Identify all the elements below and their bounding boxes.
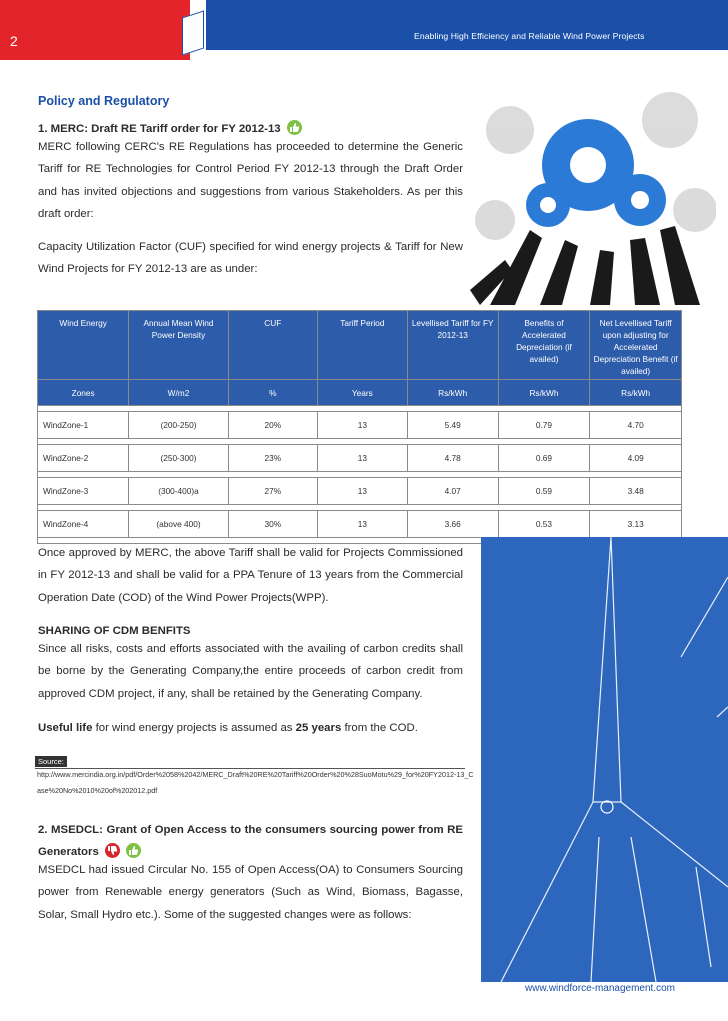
merc-paragraph-2: Capacity Utilization Factor (CUF) specified for wind energy projects & Tariff for New Wind Projects for FY 2012-13 are as under: <box>38 241 463 276</box>
col-header: Net Levellised Tariff upon adjusting for Accelerated Depreciation Benefit (if availed) <box>590 311 682 380</box>
table-cell: 4.78 <box>407 445 498 472</box>
table-cell: WindZone-2 <box>38 445 129 472</box>
table-cell: 0.53 <box>498 511 590 538</box>
source-link[interactable]: http://www.mercindia.org.in/pdf/Order%2058%2042/MERC_Draft%20RE%20Tariff%20Order%20%28SuoMotu%29_for%20FY2012-13_Case%20No%2010%20of%202012.pdf <box>37 770 474 795</box>
table-cell: 13 <box>317 478 407 505</box>
table-cell: 3.66 <box>407 511 498 538</box>
section-title: Policy and Regulatory <box>38 94 170 108</box>
table-row <box>38 511 682 538</box>
useful-life-end: from the COD. <box>341 722 418 734</box>
unit-cell: Rs/kWh <box>407 380 498 406</box>
thumbs-up-icon <box>126 843 141 858</box>
table-cell: 4.07 <box>407 478 498 505</box>
table-row <box>38 412 682 439</box>
table-cell: 13 <box>317 445 407 472</box>
table-cell: (above 400) <box>129 511 228 538</box>
table-cell: (300-400)a <box>129 478 228 505</box>
useful-life-mid: for wind energy projects is assumed as <box>92 722 296 734</box>
msedcl-heading <box>38 819 463 864</box>
footer-website-link[interactable]: www.windforce-management.com <box>524 983 675 994</box>
table-cell: 30% <box>228 511 317 538</box>
useful-life-label: Useful life <box>38 722 93 734</box>
table-cell: WindZone-1 <box>38 412 129 439</box>
unit-cell: Rs/kWh <box>590 380 682 406</box>
table-cell: 20% <box>228 412 317 439</box>
col-header: Annual Mean Wind Power Density <box>129 311 228 380</box>
unit-cell: Rs/kWh <box>498 380 590 406</box>
table-header-row <box>38 311 682 380</box>
table-row <box>38 445 682 472</box>
unit-cell: W/m2 <box>129 380 228 406</box>
col-header: Wind Energy <box>38 311 129 380</box>
table-cell: 4.09 <box>590 445 682 472</box>
table-row <box>38 478 682 505</box>
merc-paragraph-1: MERC following CERC's RE Regulations has proceeded to determine the Generic Tariff for RE Technologies for Control Period FY 2012-13 through the Draft Order and has invited objections and suggestions from various Stakeholders. As per this draft order: <box>38 141 463 221</box>
table-cell: 5.49 <box>407 412 498 439</box>
header-notch <box>182 10 204 55</box>
cdm-heading: SHARING OF CDM BENFITS <box>38 625 191 637</box>
unit-cell: Zones <box>38 380 129 406</box>
table-cell: WindZone-3 <box>38 478 129 505</box>
useful-life-line <box>38 717 463 739</box>
table-cell: 4.70 <box>590 412 682 439</box>
source-label: Source: <box>35 756 67 767</box>
approval-paragraph: Once approved by MERC, the above Tariff shall be valid for Projects Commissioned in FY 2012-13 and shall be valid for a PPA Tenure of 13 years from the Commercial Operation Date (COD) of the Wind Power Projects(WPP). <box>38 547 463 604</box>
header-blue-band <box>206 0 728 50</box>
table-cell: 23% <box>228 445 317 472</box>
table-cell: 3.48 <box>590 478 682 505</box>
unit-cell: Years <box>317 380 407 406</box>
cdm-paragraph: Since all risks, costs and efforts associated with the availing of carbon credits shall be borne by the Generating Company,the entire proceeds of carbon credit from approved CDM project, if any, shall be retained by the Generating Company. <box>38 643 463 700</box>
unit-cell: % <box>228 380 317 406</box>
table-cell: WindZone-4 <box>38 511 129 538</box>
table-cell: 13 <box>317 511 407 538</box>
table-cell: 0.69 <box>498 445 590 472</box>
col-header: Levellised Tariff for FY 2012-13 <box>407 311 498 380</box>
table-cell: 13 <box>317 412 407 439</box>
gears-teamwork-illustration <box>470 90 716 305</box>
msedcl-paragraph: MSEDCL had issued Circular No. 155 of Open Access(OA) to Consumers Sourcing power from Renewable energy generators (Such as Wind, Biomass, Bagasse, Solar, Small Hydro etc.). Some of the suggested changes were as follows: <box>38 864 463 921</box>
col-header: Benefits of Accelerated Depreciation (if availed) <box>498 311 590 380</box>
thumbs-down-icon <box>105 843 120 858</box>
table-cell: 0.79 <box>498 412 590 439</box>
useful-life-years: 25 years <box>295 722 342 734</box>
page-number: 2 <box>10 33 18 49</box>
table-cell: (250-300) <box>129 445 228 472</box>
header-tagline: Enabling High Efficiency and Reliable Wind Power Projects <box>414 31 645 41</box>
table-cell: 0.59 <box>498 478 590 505</box>
msedcl-heading-text: 2. MSEDCL: Grant of Open Access to the consumers sourcing power from RE Generators <box>38 824 463 859</box>
table-cell: 27% <box>228 478 317 505</box>
col-header: CUF <box>228 311 317 380</box>
tariff-table <box>37 310 682 544</box>
table-cell: (200-250) <box>129 412 228 439</box>
table-units-row <box>38 380 682 406</box>
header-red-band <box>0 0 190 60</box>
merc-heading-text: 1. MERC: Draft RE Tariff order for FY 2012-13 <box>38 123 281 135</box>
table-cell: 3.13 <box>590 511 682 538</box>
col-header: Tariff Period <box>317 311 407 380</box>
thumbs-up-icon <box>287 120 302 135</box>
wind-turbine-illustration <box>481 537 728 982</box>
wind-turbine-panel <box>481 537 728 982</box>
